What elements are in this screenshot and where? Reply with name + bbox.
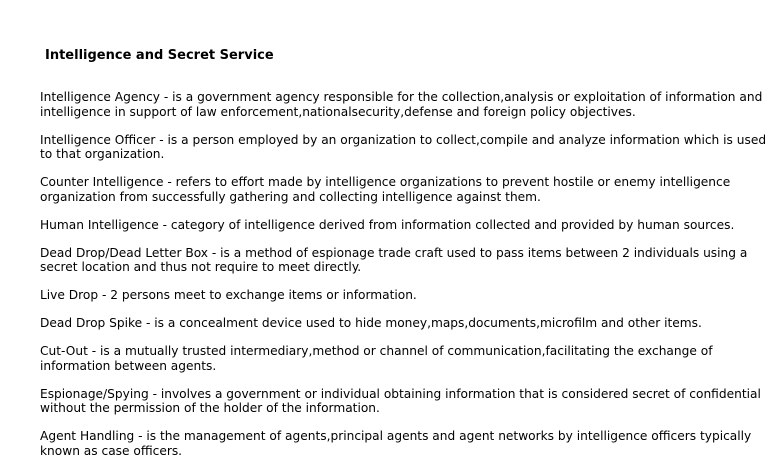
definition-line: secret location and thus not require to meet directly. [40,260,362,274]
slide-title: Intelligence and Secret Service [45,48,274,63]
definition-entry [40,175,755,204]
definition-entry [40,246,755,275]
definition-entry [40,90,763,119]
definition-entry [40,386,761,416]
definition-line: Cut-Out - is a mutually trusted intermediary,method or channel of communication,facilitating the exchange of [40,344,713,358]
definition-entry [40,132,767,162]
definition-line: intelligence in support of law enforcement,nationalsecurity,defense and foreign policy objectives. [40,104,636,119]
definition-line: information between agents. [40,358,217,373]
definition-line: to that organization. [40,147,165,161]
definition-entry [40,218,755,233]
definition-line: without the permission of the holder of the information. [40,401,380,415]
definition-line: Dead Drop Spike - is a concealment device used to hide money,maps,documents,microfilm and other items. [40,316,702,330]
definition-line: Counter Intelligence - refers to effort made by intelligence organizations to prevent hostile or enemy intelligence [40,175,731,189]
definition-line: Live Drop - 2 persons meet to exchange items or information. [40,288,417,302]
definitions-list [40,90,767,472]
definition-entry [40,429,755,458]
definition-line: Dead Drop/Dead Letter Box - is a method of espionage trade craft used to pass items between 2 individuals using a [40,245,748,260]
definition-line: Intelligence Agency - is a government agency responsible for the collection,analysis or exploitation of information and [40,90,763,104]
definition-entry [40,344,755,373]
definition-line: Agent Handling - is the management of agents,principal agents and agent networks by intelligence officers typically [40,429,752,443]
definition-entry [40,288,755,303]
definition-line: organization from successfully gathering and collecting intelligence against them. [40,189,541,204]
definition-line: Intelligence Officer - is a person employed by an organization to collect,compile and analyze information which is used [40,132,767,147]
definition-line: known as case officers. [40,443,183,458]
definition-line: Espionage/Spying - involves a government or individual obtaining information that is considered secret of confidential [40,386,761,401]
definition-entry [40,316,755,331]
definition-line: Human Intelligence - category of intelligence derived from information collected and provided by human sources. [40,217,735,232]
